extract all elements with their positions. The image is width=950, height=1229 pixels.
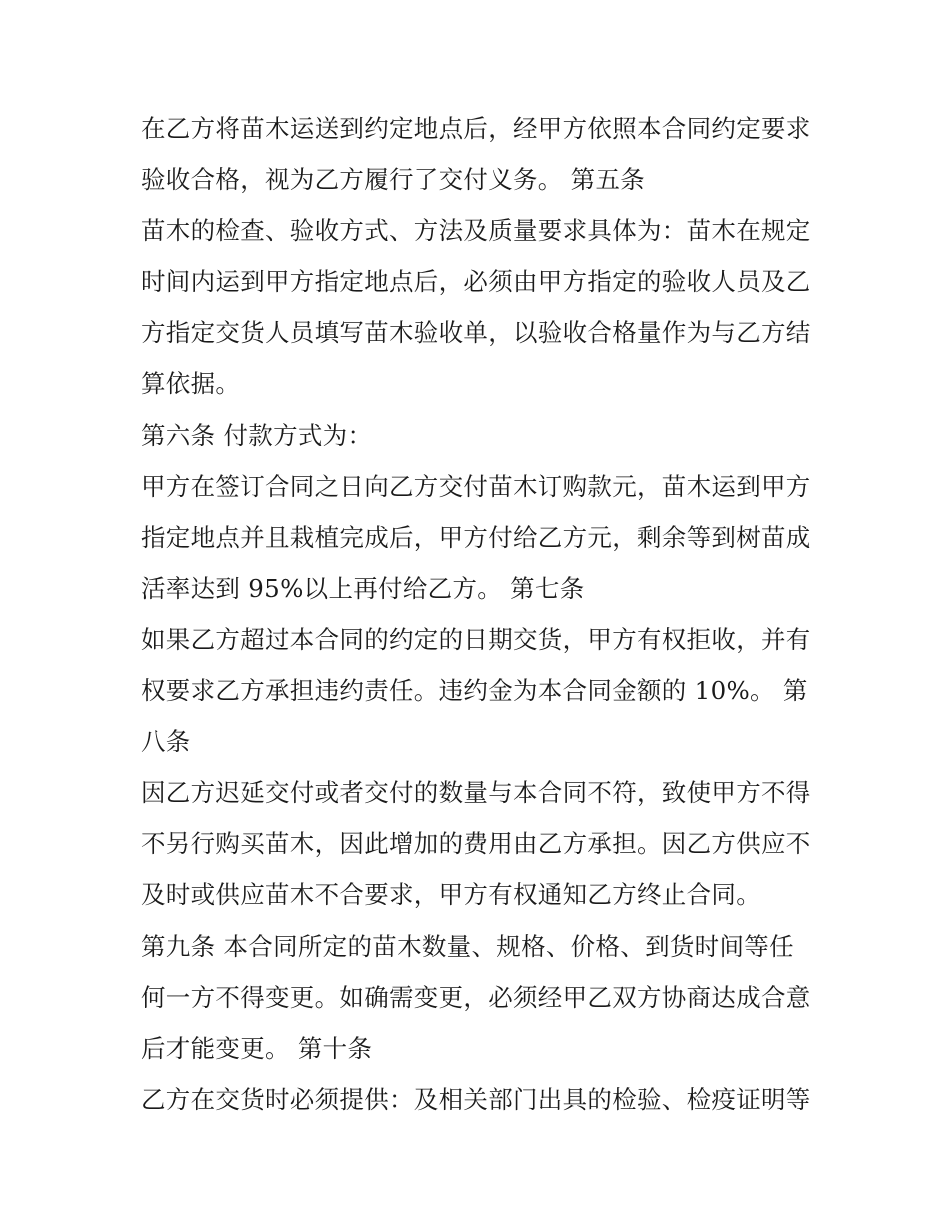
text-line: 指定地点并且栽植完成后，甲方付给乙方元，剩余等到树苗成 [141, 522, 811, 552]
text-line: 八条 [141, 727, 191, 757]
text-line: 后才能变更。 第十条 [141, 1033, 373, 1063]
text-line: 何一方不得变更。如确需变更，必须经甲乙双方协商达成合意 [141, 982, 811, 1012]
text-line: 算依据。 [141, 369, 241, 399]
text-line: 时间内运到甲方指定地点后，必须由甲方指定的验收人员及乙 [141, 267, 811, 297]
text-line: 第六条 付款方式为： [141, 420, 373, 450]
document-body [141, 103, 821, 1125]
text-line: 乙方在交货时必须提供：及相关部门出具的检验、检疫证明等 [141, 1084, 811, 1114]
text-line: 苗木的检查、验收方式、方法及质量要求具体为：苗木在规定 [141, 216, 811, 246]
text-line: 方指定交货人员填写苗木验收单，以验收合格量作为与乙方结 [141, 318, 811, 348]
text-line: 验收合格，视为乙方履行了交付义务。 第五条 [141, 165, 646, 195]
text-line: 第九条 本合同所定的苗木数量、规格、价格、到货时间等任 [141, 931, 794, 961]
text-line: 如果乙方超过本合同的约定的日期交货，甲方有权拒收，并有 [141, 624, 811, 654]
text-line: 因乙方迟延交付或者交付的数量与本合同不符，致使甲方不得 [141, 778, 811, 808]
text-line: 不另行购买苗木，因此增加的费用由乙方承担。因乙方供应不 [141, 829, 811, 859]
text-line: 在乙方将苗木运送到约定地点后，经甲方依照本合同约定要求 [141, 114, 811, 143]
text-line: 活率达到 95%以上再付给乙方。 第七条 [141, 573, 585, 603]
text-line: 及时或供应苗木不合要求，甲方有权通知乙方终止合同。 [141, 880, 761, 910]
text-line: 权要求乙方承担违约责任。违约金为本合同金额的 10%。 第 [141, 676, 808, 706]
text-line: 甲方在签订合同之日向乙方交付苗木订购款元，苗木运到甲方 [141, 471, 811, 501]
